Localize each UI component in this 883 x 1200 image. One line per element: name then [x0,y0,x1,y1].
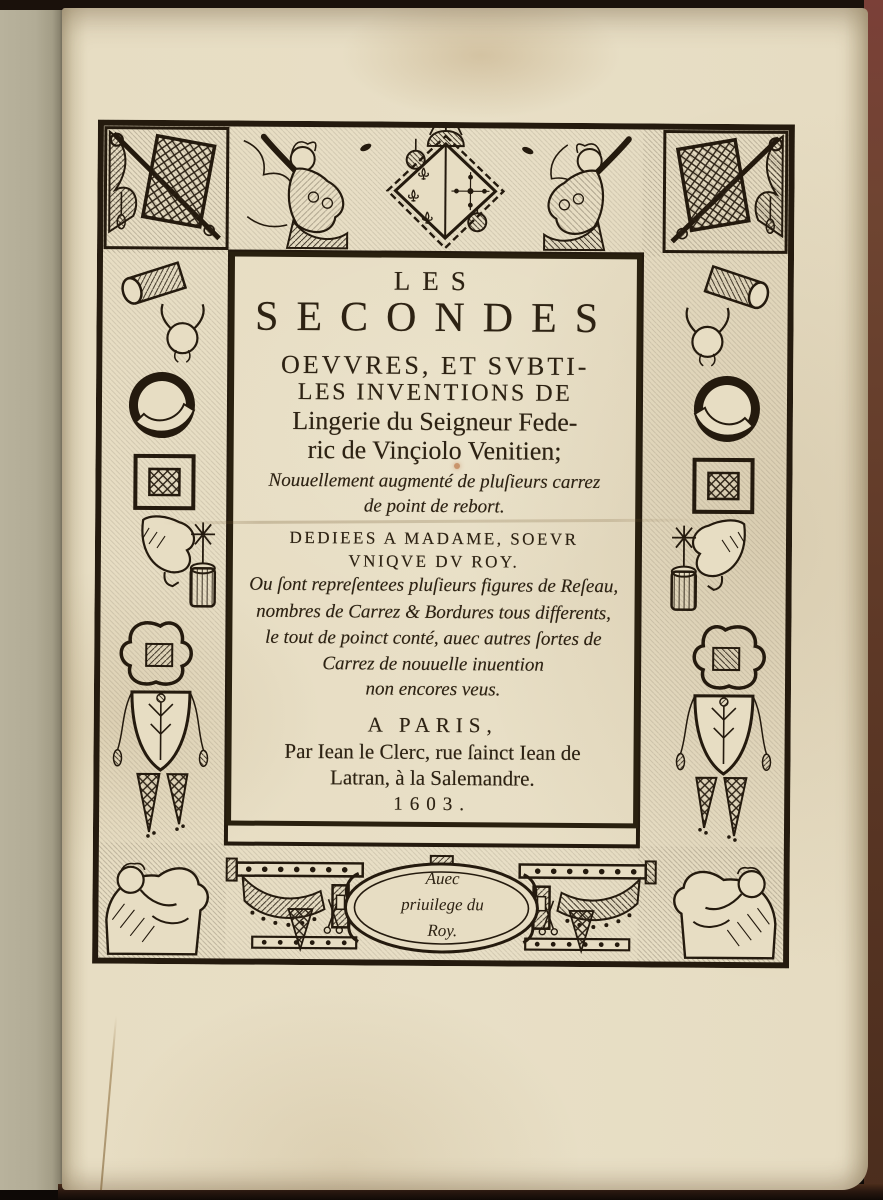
paper-crease [163,519,705,525]
description-line-5: non encores veus. [365,678,501,701]
augment-note-line-2: de point de rebort. [363,495,505,518]
imprint-year: 1603. [393,793,472,816]
imprint-publisher-line-2: Latran, à la Salemandre. [329,765,535,791]
privilege-line-3: Roy. [427,920,458,941]
augment-note-line-1: Nouuellement augmenté de pluſieurs carrez [268,469,601,494]
paper-crack [100,1016,117,1191]
imprint-city: A PARIS, [367,712,498,738]
description-line-2: nombres de Carrez & Bordures tous differents, [256,600,612,625]
description-line-4: Carrez de nouuelle inuention [322,653,544,676]
title-line-1: LES [393,265,478,297]
title-page [62,8,868,1190]
border-crouching-figure-left [106,863,208,954]
title-text-panel [226,252,642,829]
privilege-cartouche-text [332,865,553,945]
description-line-1: Ou ſont repreſentees pluſieurs figures de Reſeau, [249,573,619,598]
description-line-3: le tout de poinct conté, auec autres ſortes de [265,626,602,651]
dedication-line-1: DEDIEES A MADAME, SOEVR [289,527,579,549]
privilege-line-2: priuilege du [401,894,484,915]
title-line-4: LES INVENTIONS DE [297,378,573,407]
facing-page-edge [0,10,64,1190]
dedication-line-2: VNIQVE DV ROY. [348,551,520,572]
title-line-6: ric de Vinçiolo Venitien; [307,435,562,466]
title-line-5: Lingerie du Seigneur Fede- [292,405,578,437]
title-line-3: OEVVRES, ET SVBTI- [280,349,590,382]
imprint-publisher-line-1: Par Iean le Clerc, rue ſainct Iean de [284,738,581,765]
privilege-line-1: Auec [425,868,460,889]
border-crouching-figure-right [674,867,776,958]
title-line-2: SECONDES [254,293,617,343]
woodcut-frame [92,120,795,969]
